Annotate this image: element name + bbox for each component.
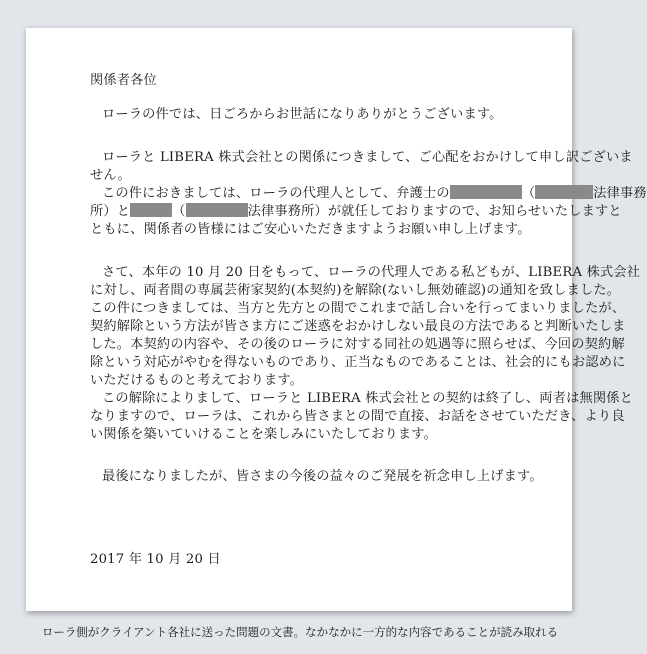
redacted-firm-name-1	[535, 185, 593, 199]
closing-line: 最後になりましたが、皆さまの今後の益々のご発展を祈念申し上げます。	[102, 469, 543, 484]
photo-caption: ローラ側がクライアント各社に送った問題の文書。なかなかに一方的な内容であることが読み取れる	[41, 625, 559, 639]
letter-page	[26, 28, 647, 611]
termination-line-7: いただけるものと考えております。	[90, 373, 304, 388]
representation-text-b: （	[521, 186, 536, 201]
representation-text-a: この件におきましては、ローラの代理人として、弁護士の	[102, 186, 450, 201]
representation-line-2	[90, 203, 622, 221]
salutation: 関係者各位	[90, 73, 157, 88]
termination-line-2: に対し、両者間の専属芸術家契約(本契約)を解除(ないし無効確認)の通知を致しました。	[90, 283, 621, 298]
outcome-line-2: なりますので、ローラは、これから皆さまとの間で直接、お話をさせていただき、より良	[90, 409, 625, 424]
representation-line-3: ともに、関係者の皆様にはご安心いただきますようお願い申し上げます。	[90, 222, 531, 237]
representation-line-1	[102, 185, 647, 203]
representation-text-c: 法律事務	[593, 186, 647, 201]
termination-line-6: 除という対応がやむを得ないものであり、正当なものであることは、社会的にもお認めに	[90, 355, 626, 370]
representation-text-f: 法律事務所）が就任しておりますので、お知らせいたしますと	[247, 204, 622, 219]
redacted-lawyer-name-1	[450, 185, 522, 199]
termination-line-3: この件につきましては、当方と先方との間でこれまで話し合いを行ってまいりましたが、	[90, 301, 626, 316]
termination-line-5: した。本契約の内容や、その後のローラに対する同社の処遇等に照らせば、今回の契約解	[90, 337, 625, 352]
document-date: 2017 年 10 月 20 日	[90, 552, 221, 567]
termination-line-1: さて、本年の 10 月 20 日をもって、ローラの代理人である私どもが、LIBERA 株式会社	[102, 265, 641, 280]
concern-line-1: ローラと LIBERA 株式会社との関係につきまして、ご心配をおかけして申し訳ございま	[102, 150, 633, 165]
outcome-line-3: い関係を築いていけることを楽しみにいたしております。	[90, 427, 438, 442]
outcome-line-1: この解除によりまして、ローラと LIBERA 株式会社との契約は終了し、両者は無関係と	[102, 391, 634, 406]
redacted-firm-name-2	[186, 203, 248, 217]
termination-line-4: 契約解除という方法が皆さま方にご迷惑をおかけしない最良の方法であると判断いたしま	[90, 319, 626, 334]
concern-line-2: せん。	[90, 168, 131, 183]
representation-text-e: （	[172, 204, 186, 219]
greeting-line: ローラの件では、日ごろからお世話になりありがとうございます。	[102, 107, 503, 122]
redacted-lawyer-name-2	[130, 203, 172, 217]
representation-text-d: 所）と	[90, 204, 131, 219]
